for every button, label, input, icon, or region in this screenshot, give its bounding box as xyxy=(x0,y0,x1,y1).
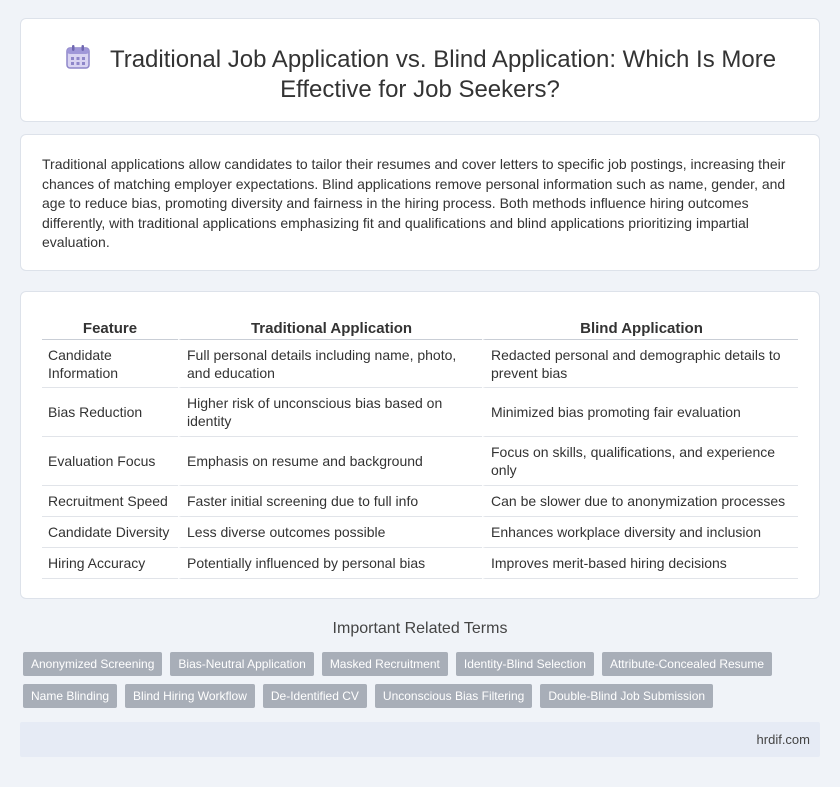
page-title: Traditional Job Application vs. Blind Application: Which Is More Effective for Job Seekers? xyxy=(109,46,777,103)
header-blind: Blind Application xyxy=(482,314,798,340)
cell-blind: Focus on skills, qualifications, and experience only xyxy=(482,437,798,486)
related-term-tag[interactable]: Anonymized Screening xyxy=(23,652,162,676)
table-row xyxy=(42,388,798,437)
header-traditional: Traditional Application xyxy=(178,314,482,340)
cell-feature: Candidate Information xyxy=(42,340,178,388)
cell-feature: Recruitment Speed xyxy=(42,486,178,517)
cell-feature: Hiring Accuracy xyxy=(42,548,178,579)
related-term-tag[interactable]: Unconscious Bias Filtering xyxy=(375,684,532,708)
related-term-tag[interactable]: Double-Blind Job Submission xyxy=(540,684,713,708)
cell-traditional: Higher risk of unconscious bias based on identity xyxy=(178,388,482,437)
page-title-wrap xyxy=(21,43,819,105)
footer xyxy=(20,722,820,757)
intro-card xyxy=(20,134,820,271)
cell-blind: Enhances workplace diversity and inclusion xyxy=(482,517,798,548)
related-term-tag[interactable]: Masked Recruitment xyxy=(322,652,448,676)
cell-traditional: Emphasis on resume and background xyxy=(178,437,482,486)
table-row xyxy=(42,548,798,579)
cell-feature: Evaluation Focus xyxy=(42,437,178,486)
related-term-tag[interactable]: Identity-Blind Selection xyxy=(456,652,594,676)
cell-blind: Improves merit-based hiring decisions xyxy=(482,548,798,579)
table-row xyxy=(42,517,798,548)
cell-traditional: Potentially influenced by personal bias xyxy=(178,548,482,579)
cell-blind: Can be slower due to anonymization processes xyxy=(482,486,798,517)
cell-feature: Bias Reduction xyxy=(42,388,178,437)
cell-traditional: Less diverse outcomes possible xyxy=(178,517,482,548)
related-term-tag[interactable]: Blind Hiring Workflow xyxy=(125,684,255,708)
table-row xyxy=(42,437,798,486)
table-row xyxy=(42,486,798,517)
title-card xyxy=(20,18,820,122)
header-feature: Feature xyxy=(42,314,178,340)
calendar-icon xyxy=(64,43,92,71)
table-row xyxy=(42,340,798,388)
related-terms-title: Important Related Terms xyxy=(332,620,508,637)
related-terms-list xyxy=(23,652,783,708)
cell-traditional: Full personal details including name, photo, and education xyxy=(178,340,482,388)
related-term-tag[interactable]: Attribute-Concealed Resume xyxy=(602,652,772,676)
related-term-tag[interactable]: Bias-Neutral Application xyxy=(170,652,313,676)
intro-text: Traditional applications allow candidates to tailor their resumes and cover letters to specific job postings, increasing their chances of matching employer expectations. Blind applications remove personal information such as name, gender, and age to reduce bias, promoting diversity and fairness in the hiring process. Both methods influence hiring outcomes differently, with traditional applications emphasizing fit and qualifications and blind applications prioritizing impartial evaluation. xyxy=(42,156,786,250)
cell-feature: Candidate Diversity xyxy=(42,517,178,548)
cell-blind: Redacted personal and demographic details to prevent bias xyxy=(482,340,798,388)
comparison-card xyxy=(20,291,820,599)
cell-traditional: Faster initial screening due to full info xyxy=(178,486,482,517)
table-header-row xyxy=(42,314,798,340)
cell-blind: Minimized bias promoting fair evaluation xyxy=(482,388,798,437)
comparison-table xyxy=(42,314,798,579)
related-term-tag[interactable]: De-Identified CV xyxy=(263,684,367,708)
related-term-tag[interactable]: Name Blinding xyxy=(23,684,117,708)
footer-site-link[interactable]: hrdif.com xyxy=(756,732,810,747)
